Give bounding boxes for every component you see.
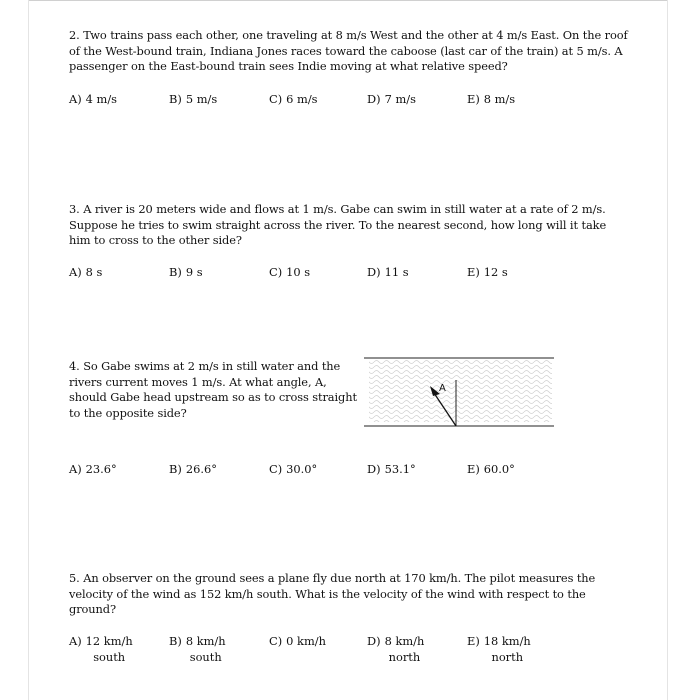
choice-value: 8 m/s: [483, 92, 516, 106]
choice-direction: north: [491, 649, 524, 664]
choice-letter: D): [367, 265, 381, 279]
choice-letter: A): [69, 92, 82, 106]
choice-letter: C): [269, 265, 283, 279]
choice-letter: D): [367, 92, 381, 106]
choice-value: 7 m/s: [384, 92, 416, 106]
choice-letter: C): [269, 634, 283, 648]
question-2-choices: [69, 92, 629, 124]
q2-choice-d[interactable]: [367, 92, 416, 108]
choice-value: 18 km/h: [483, 634, 531, 648]
question-2-text: 2. Two trains pass each other, one traveling at 8 m/s West and the other at 4 m/s East. On the roof of the West-bound train, Indiana Jones races toward the caboose (last car of the train) at 5 m/s. A passenger on the East-bound train sees Indie moving at what relative speed?: [69, 28, 628, 74]
choice-letter: D): [367, 634, 381, 648]
q2-choice-b[interactable]: [169, 92, 217, 108]
choice-letter: D): [367, 462, 381, 476]
q4-choice-d[interactable]: [367, 462, 416, 478]
page-border-top: [28, 0, 668, 1]
question-3-choices: [69, 265, 629, 297]
choice-letter: A): [69, 462, 82, 476]
choice-direction: south: [93, 649, 126, 664]
q3-choice-e[interactable]: [467, 265, 508, 281]
river-water: [369, 359, 552, 422]
choice-letter: C): [269, 92, 283, 106]
choice-letter: E): [467, 265, 480, 279]
choice-letter: A): [69, 634, 82, 648]
q5-choice-b[interactable]: [169, 634, 226, 665]
q3-choice-d[interactable]: [367, 265, 409, 281]
choice-value: 8 s: [85, 265, 103, 279]
choice-letter: B): [169, 462, 182, 476]
choice-direction: south: [189, 649, 222, 664]
q2-choice-c[interactable]: [269, 92, 318, 108]
choice-value: 12 km/h: [85, 634, 133, 648]
choice-value: 0 km/h: [286, 634, 326, 648]
choice-letter: E): [467, 634, 480, 648]
choice-value: 9 s: [185, 265, 203, 279]
page-border-left: [28, 0, 29, 700]
river-diagram: [364, 354, 554, 430]
choice-value: 5 m/s: [185, 92, 218, 106]
q5-choice-a[interactable]: [69, 634, 133, 665]
choice-value: 11 s: [384, 265, 409, 279]
choice-value: 4 m/s: [85, 92, 118, 106]
choice-value: 60.0°: [483, 462, 515, 476]
angle-label: A: [439, 383, 446, 394]
page-border-right: [667, 0, 668, 700]
question-5-text: 5. An observer on the ground sees a plane fly due north at 170 km/h. The pilot measures the velocity of the wind as 152 km/h south. What is the velocity of the wind with respect to the ground?: [69, 571, 596, 617]
choice-letter: E): [467, 92, 480, 106]
choice-value: 6 m/s: [286, 92, 318, 106]
question-4-text: 4. So Gabe swims at 2 m/s in still water and the rivers current moves 1 m/s. At what angle, A, should Gabe head upstream so as to cross straight to the opposite side?: [69, 359, 357, 420]
choice-value: 12 s: [483, 265, 508, 279]
q3-choice-b[interactable]: [169, 265, 203, 281]
q5-choice-c[interactable]: [269, 634, 326, 650]
q5-choice-e[interactable]: [467, 634, 531, 665]
choice-letter: B): [169, 92, 182, 106]
choice-value: 26.6°: [185, 462, 217, 476]
choice-value: 30.0°: [286, 462, 318, 476]
choice-letter: B): [169, 265, 182, 279]
q5-choice-d[interactable]: [367, 634, 424, 665]
question-3-text: 3. A river is 20 meters wide and flows at 1 m/s. Gabe can swim in still water at a rate of 2 m/s. Suppose he tries to swim straight across the river. To the nearest second, how long will it take him to cross to the other side?: [69, 202, 607, 248]
choice-letter: B): [169, 634, 182, 648]
choice-value: 23.6°: [85, 462, 117, 476]
choice-value: 53.1°: [384, 462, 416, 476]
question-4-choices: [69, 462, 629, 494]
choice-value: 8 km/h: [384, 634, 425, 648]
q3-choice-c[interactable]: [269, 265, 310, 281]
q4-choice-a[interactable]: [69, 462, 117, 478]
choice-letter: E): [467, 462, 480, 476]
q4-choice-e[interactable]: [467, 462, 515, 478]
choice-letter: C): [269, 462, 283, 476]
question-5-choices: [69, 634, 629, 666]
q4-choice-b[interactable]: [169, 462, 217, 478]
choice-direction: north: [388, 649, 421, 664]
choice-value: 10 s: [286, 265, 311, 279]
q2-choice-e[interactable]: [467, 92, 515, 108]
q2-choice-a[interactable]: [69, 92, 117, 108]
q3-choice-a[interactable]: [69, 265, 102, 281]
choice-letter: A): [69, 265, 82, 279]
q4-choice-c[interactable]: [269, 462, 317, 478]
choice-value: 8 km/h: [185, 634, 226, 648]
